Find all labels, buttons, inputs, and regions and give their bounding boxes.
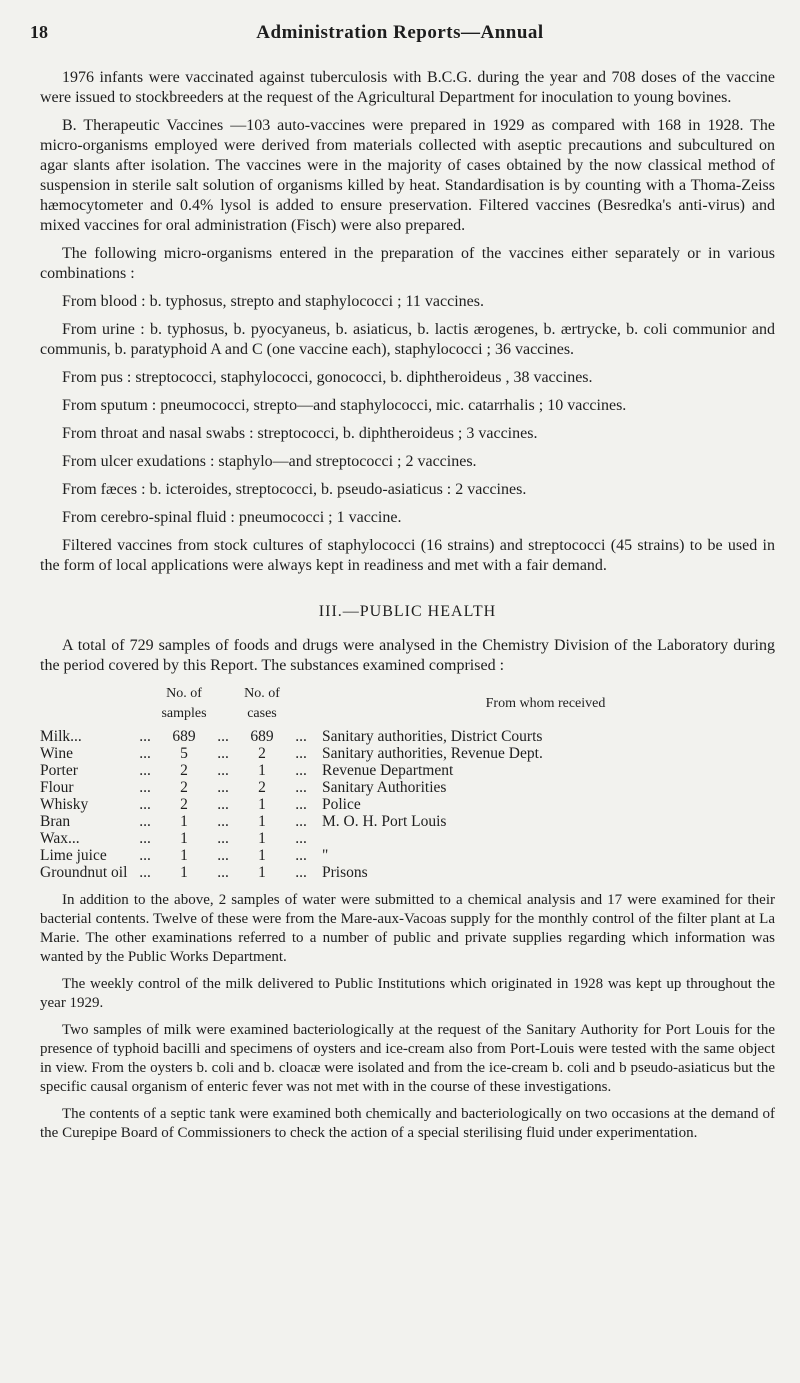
section-heading: III.—PUBLIC HEALTH — [318, 603, 497, 620]
table-row — [40, 813, 775, 830]
table-header: No. of cases — [244, 686, 280, 721]
table-row — [40, 830, 775, 847]
samples-table — [40, 684, 775, 881]
paragraph: From pus : streptococci, staphylococci, gonococci, b. diphtheroideus , 38 vaccines. — [62, 369, 593, 386]
page-number: 18 — [30, 22, 48, 42]
leader-dots: ... — [217, 779, 229, 796]
item-cell: Bran — [40, 813, 71, 830]
item-cell: Milk... — [40, 728, 82, 745]
paragraph: The weekly control of the milk delivered to Public Institutions which originated in 1928 was kept up throughout the year 1929. — [40, 976, 775, 1011]
table-row — [40, 864, 775, 881]
paragraph: A total of 729 samples of foods and drugs were analysed in the Chemistry Division of the Laboratory during the period covered by this Report. The substances examined comprised : — [40, 637, 775, 674]
cases-cell: 689 — [250, 728, 274, 745]
table-header — [40, 684, 130, 728]
leader-dots: ... — [217, 830, 229, 847]
paragraph: B. Therapeutic Vaccines —103 auto-vaccines were prepared in 1929 as compared with 168 in 1928. The micro-organisms employed were derived from materials collected with aseptic precautions and subcultured on agar slants after isolation. The vaccines were in the majority of cases obtained by the now classical method of suspension in sterile salt solution of organisms killed by heat. Standardisation is by counting with a Thoma-Zeiss hæmocytometer and 0.4% lysol is added to ensure preservation. Filtered vaccines (Besredka's anti-virus) and mixed vaccines for oral administration (Fisch) were also prepared. — [40, 117, 775, 234]
item-cell: Porter — [40, 762, 78, 779]
item-cell: Groundnut oil — [40, 864, 128, 881]
paragraph: Filtered vaccines from stock cultures of staphylococci (16 strains) and streptococci (45 strains) to be used in the form of local applications were always kept in readiness and met with a fair demand. — [40, 537, 775, 574]
samples-cell: 2 — [180, 796, 188, 813]
table-row — [40, 728, 775, 745]
table-row — [40, 779, 775, 796]
paragraph: From urine : b. typhosus, b. pyocyaneus, b. asiaticus, b. lactis ærogenes, b. ærtrycke, b. coli communior and communis, b. paratyphoid A and C (one vaccine each), staphylococci ; 36 vaccines. — [40, 321, 775, 358]
samples-cell: 689 — [172, 728, 196, 745]
samples-cell: 1 — [180, 847, 188, 864]
table-row — [40, 762, 775, 779]
leader-dots: ... — [295, 745, 307, 762]
leader-dots: ... — [139, 847, 151, 864]
leader-dots: ... — [217, 745, 229, 762]
paragraph: From ulcer exudations : staphylo—and streptococci ; 2 vaccines. — [62, 453, 477, 470]
leader-dots: ... — [217, 847, 229, 864]
item-cell: Flour — [40, 779, 74, 796]
table-row — [40, 847, 775, 864]
paragraph: The following micro-organisms entered in the preparation of the vaccines either separately or in various combinations : — [40, 245, 775, 282]
paragraph: From blood : b. typhosus, strepto and staphylococci ; 11 vaccines. — [62, 293, 485, 310]
received-from-cell: Police — [322, 796, 361, 813]
leader-dots: ... — [139, 796, 151, 813]
item-cell: Lime juice — [40, 847, 107, 864]
paragraph: From throat and nasal swabs : streptococci, b. diphtheroideus ; 3 vaccines. — [62, 425, 538, 442]
received-from-cell: Revenue Department — [322, 762, 454, 779]
cases-cell: 1 — [258, 830, 266, 847]
paragraph: In addition to the above, 2 samples of water were submitted to a chemical analysis and 17 were examined for their bacterial contents. Twelve of these were from the Mare-aux-Vacoas supply for the monthly control of the filter plant at La Marie. The other examinations referred to a number of public and private supplies regarding which information was wanted by the Public Works Department. — [40, 892, 775, 965]
cases-cell: 1 — [258, 796, 266, 813]
leader-dots: ... — [139, 728, 151, 745]
received-from-cell — [316, 830, 775, 847]
leader-dots: ... — [295, 864, 307, 881]
item-cell: Wine — [40, 745, 73, 762]
leader-dots: ... — [217, 762, 229, 779]
leader-dots: ... — [139, 745, 151, 762]
leader-dots: ... — [295, 830, 307, 847]
paragraph: The contents of a septic tank were examined both chemically and bacteriologically on two occasions at the demand of the Curepipe Board of Commissioners to check the action of a special sterilising fluid under experimentation. — [40, 1106, 775, 1141]
leader-dots: ... — [139, 864, 151, 881]
leader-dots: ... — [295, 796, 307, 813]
paragraph: From sputum : pneumococci, strepto—and staphylococci, mic. catarrhalis ; 10 vaccines. — [62, 397, 627, 414]
running-title: Administration Reports—Annual — [256, 22, 544, 43]
paragraph: Two samples of milk were examined bacteriologically at the request of the Sanitary Authority for Port Louis for the presence of typhoid bacilli and specimens of oysters and ice-cream also from Port-Louis were tested with the same object in view. From the oysters b. coli and b. cloacæ were isolated and from the ice-cream b. coli and b pseudo-asiaticus but the specific causal organism of enteric fever was not met with in the course of these investigations. — [40, 1022, 775, 1095]
samples-cell: 2 — [180, 762, 188, 779]
cases-cell: 1 — [258, 847, 266, 864]
leader-dots: ... — [295, 847, 307, 864]
cases-cell: 2 — [258, 745, 266, 762]
leader-dots: ... — [295, 813, 307, 830]
samples-cell: 5 — [180, 745, 188, 762]
paragraph: 1976 infants were vaccinated against tuberculosis with B.C.G. during the year and 708 doses of the vaccine were issued to stockbreeders at the request of the Agricultural Department for inoculation to young bovines. — [40, 69, 775, 106]
leader-dots: ... — [217, 813, 229, 830]
leader-dots: ... — [295, 728, 307, 745]
leader-dots: ... — [139, 813, 151, 830]
leader-dots: ... — [139, 762, 151, 779]
leader-dots: ... — [217, 728, 229, 745]
received-from-cell: Sanitary authorities, Revenue Dept. — [322, 745, 543, 762]
table-header: No. of samples — [161, 686, 207, 721]
received-from-cell: " — [322, 847, 329, 864]
cases-cell: 1 — [258, 813, 266, 830]
cases-cell: 1 — [258, 762, 266, 779]
paragraph: From fæces : b. icteroides, streptococci, b. pseudo-asiaticus : 2 vaccines. — [62, 481, 527, 498]
received-from-cell: Sanitary Authorities — [322, 779, 447, 796]
samples-cell: 1 — [180, 830, 188, 847]
received-from-cell: M. O. H. Port Louis — [322, 813, 447, 830]
page-header — [30, 22, 770, 52]
leader-dots: ... — [295, 779, 307, 796]
cases-cell: 1 — [258, 864, 266, 881]
received-from-cell: Prisons — [322, 864, 368, 881]
samples-cell: 1 — [180, 813, 188, 830]
leader-dots: ... — [217, 796, 229, 813]
leader-dots: ... — [217, 864, 229, 881]
item-cell: Wax... — [40, 830, 80, 847]
received-from-cell: Sanitary authorities, District Courts — [322, 728, 543, 745]
leader-dots: ... — [139, 779, 151, 796]
leader-dots: ... — [139, 830, 151, 847]
samples-cell: 2 — [180, 779, 188, 796]
paragraph: From cerebro-spinal fluid : pneumococci ; 1 vaccine. — [62, 509, 402, 526]
table-row — [40, 796, 775, 813]
document-body — [40, 68, 775, 1151]
cases-cell: 2 — [258, 779, 266, 796]
table-header: From whom received — [485, 696, 606, 711]
item-cell: Whisky — [40, 796, 89, 813]
samples-cell: 1 — [180, 864, 188, 881]
table-row — [40, 745, 775, 762]
leader-dots: ... — [295, 762, 307, 779]
